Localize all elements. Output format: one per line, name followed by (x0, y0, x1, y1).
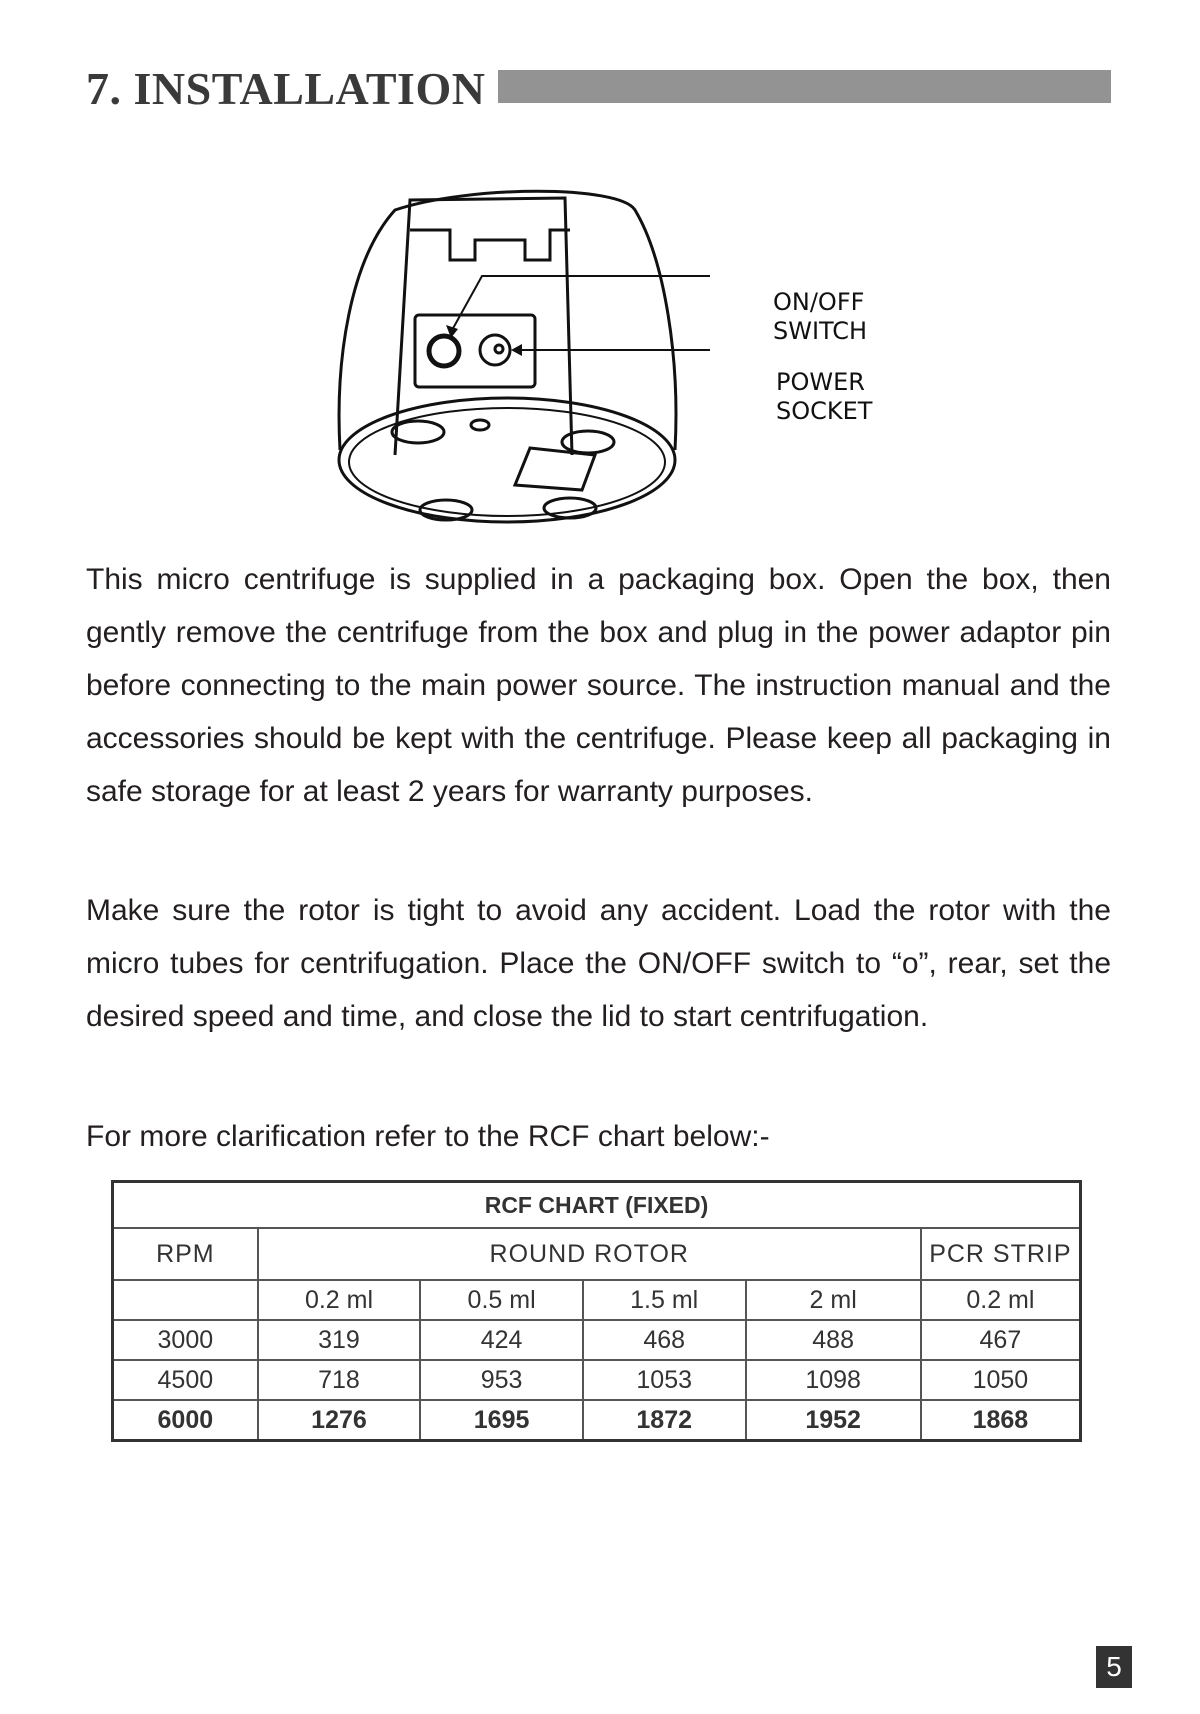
table-title: RCF CHART (FIXED) (113, 1182, 1081, 1229)
table-cell: 1695 (420, 1400, 583, 1441)
paragraph-rcf-reference: For more clarification refer to the RCF chart below:- (86, 1120, 770, 1153)
paragraph-operation: Make sure the rotor is tight to avoid any accident. Load the rotor with the micro tubes for centrifugation. Place the ON/OFF switch to “o”, rear, set the desired speed and time, and close the lid to start centrifugation. (86, 894, 1111, 1033)
header-round-rotor: ROUND ROTOR (258, 1228, 921, 1280)
table-header-row (113, 1228, 1081, 1280)
subheader-cell: 1.5 ml (583, 1280, 746, 1320)
table-cell: 1050 (921, 1360, 1081, 1400)
header-pcr-strip: PCR STRIP (921, 1228, 1081, 1280)
header-rpm: RPM (113, 1228, 258, 1280)
paragraph-unpacking: This micro centrifuge is supplied in a packaging box. Open the box, then gently remove the centrifuge from the box and plug in the power adaptor pin before connecting to the main power source. The instruction manual and the accessories should be kept with the centrifuge. Please keep all packaging in safe storage for at least 2 years for warranty purposes. (86, 563, 1111, 808)
table-row (113, 1360, 1081, 1400)
table-cell: 1868 (921, 1400, 1081, 1441)
table-cell: 1053 (583, 1360, 746, 1400)
table-row (113, 1320, 1081, 1360)
table-cell: 4500 (113, 1360, 258, 1400)
table-cell: 6000 (113, 1400, 258, 1441)
table-cell: 468 (583, 1320, 746, 1360)
table-cell: 3000 (113, 1320, 258, 1360)
label-line: SOCKET (776, 397, 873, 425)
table-cell: 1098 (746, 1360, 921, 1400)
rcf-chart-table (111, 1180, 1082, 1442)
table-cell: 1276 (258, 1400, 421, 1441)
table-row (113, 1400, 1081, 1441)
on-off-switch-label (773, 288, 867, 346)
table-cell: 424 (420, 1320, 583, 1360)
table-cell: 488 (746, 1320, 921, 1360)
table-cell: 718 (258, 1360, 421, 1400)
table-cell: 1872 (583, 1400, 746, 1441)
table-cell: 1952 (746, 1400, 921, 1441)
label-line: ON/OFF (773, 288, 865, 316)
page-number: 5 (1096, 1646, 1132, 1688)
table-cell: 953 (420, 1360, 583, 1400)
table-title-row (113, 1182, 1081, 1229)
section-heading: 7. INSTALLATION (86, 63, 486, 114)
table-cell: 467 (921, 1320, 1081, 1360)
subheader-cell: 0.2 ml (258, 1280, 421, 1320)
centrifuge-drawing (320, 180, 920, 550)
subheader-cell: 2 ml (746, 1280, 921, 1320)
subheader-cell (113, 1280, 258, 1320)
label-line: POWER (776, 368, 865, 396)
centrifuge-rear-illustration (320, 180, 920, 550)
power-socket-label (776, 368, 872, 426)
subheader-cell: 0.5 ml (420, 1280, 583, 1320)
heading-rule (498, 70, 1111, 103)
subheader-cell: 0.2 ml (921, 1280, 1081, 1320)
table-subheader-row (113, 1280, 1081, 1320)
table-cell: 319 (258, 1320, 421, 1360)
label-line: SWITCH (773, 317, 868, 345)
